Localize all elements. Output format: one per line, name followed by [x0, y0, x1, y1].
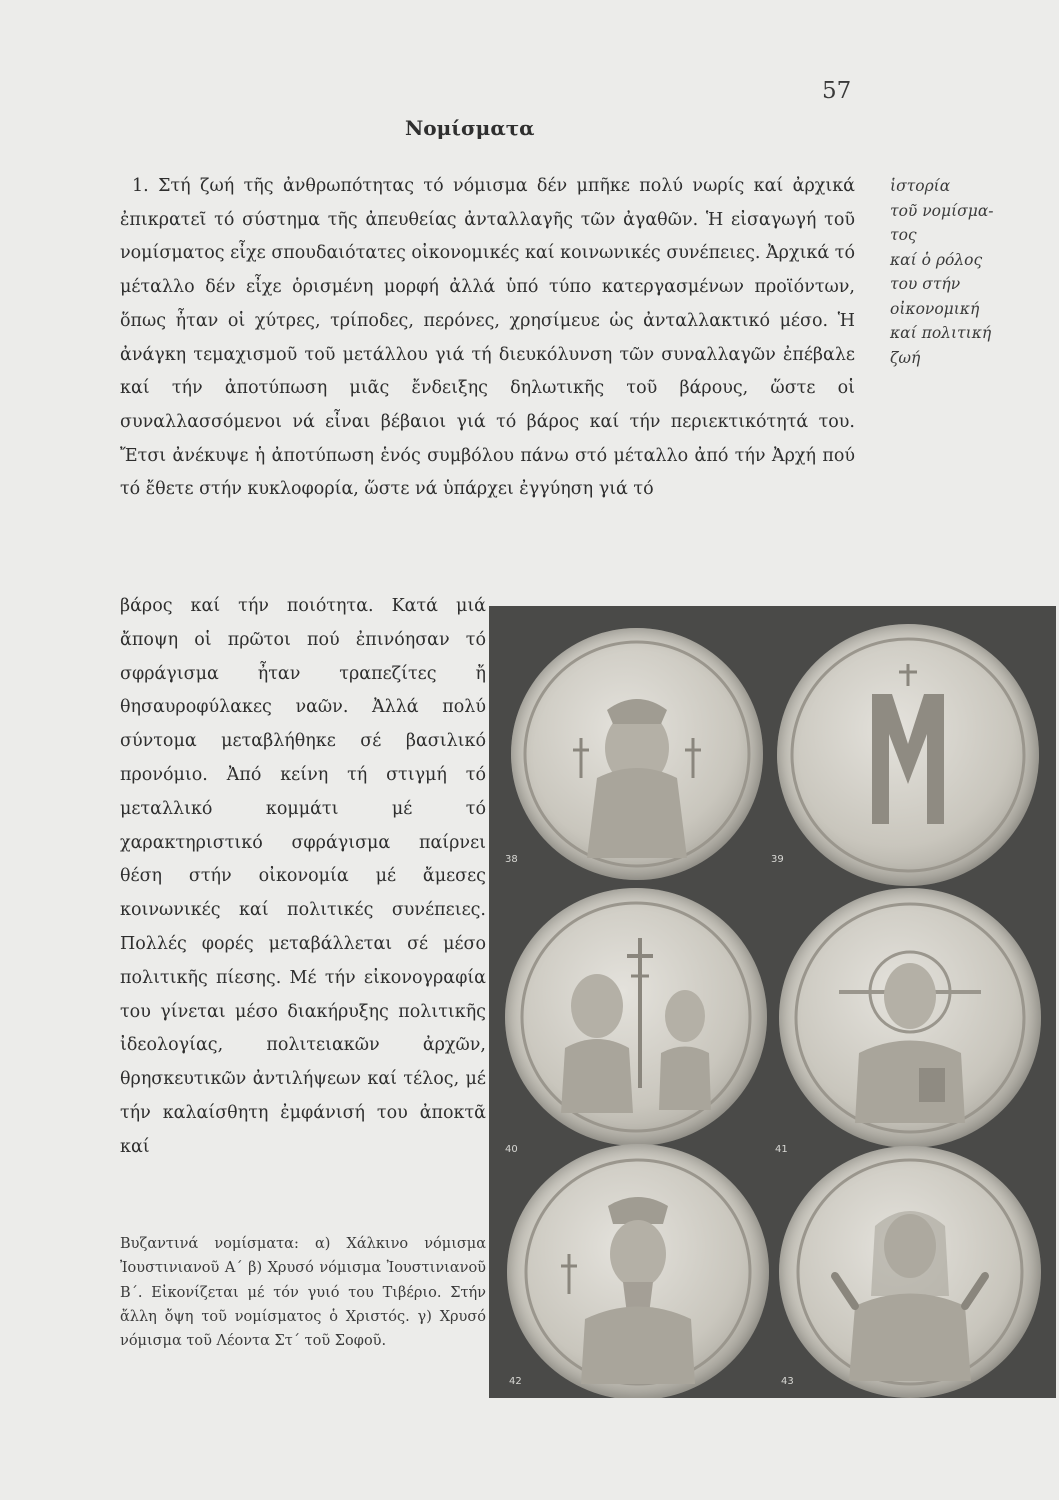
coin-image	[779, 1146, 1041, 1398]
coin-emperor-leo-icon	[507, 1144, 769, 1398]
margin-note-line: ἱστορία	[890, 177, 951, 195]
coin-emperor-bust-icon	[511, 628, 763, 880]
coin-christ-bust-icon	[779, 888, 1041, 1148]
margin-note-line: τοῦ νομίσμα-	[890, 201, 994, 220]
wrap-paragraph: βάρος καί τήν ποιότητα. Κατά μιά ἄποψη οἱ πρῶτοι πού ἐπινόησαν τό σφράγισμα ἦταν τραπεζίτες ἤ θησαυροφύλακες ναῶν. Ἀλλά πολύ σύντομα μεταβλήθηκε σέ βασιλικό προνόμιο. Ἀπό κείνη τή στιγμή τό μεταλλικό κομμάτι μέ τό χαρακτηριστικό σφράγισμα παίρνει θέση στήν οἰκονομία μέ ἄμεσες κοινωνικές καί πολιτικές συνέπειες. Πολλές φορές μεταβάλλεται σέ μέσο πολιτικῆς πίεσης. Μέ τήν εἰκονογραφία του γίνεται μέσο διακήρυξης πολιτικῆς ἰδεολογίας, πολιτειακῶν ἀρχῶν, θρησκευτικῶν ἀντιλήψεων καί τέλος, μέ τήν καλαίσθητη ἐμφάνισή του ἀποκτᾶ καί	[120, 596, 486, 1157]
margin-note-line: οἰκονομική	[890, 299, 980, 318]
margin-note-line: καί πολιτική	[890, 324, 992, 342]
main-paragraph	[120, 170, 855, 507]
coin-number-label: 40	[505, 1144, 518, 1155]
coin-image	[779, 888, 1041, 1148]
coin-image	[507, 1144, 769, 1398]
coin-image	[505, 888, 767, 1146]
coins-photo-plate	[489, 606, 1056, 1398]
main-paragraph-text: 1. Στή ζωή τῆς ἀνθρωπότητας τό νόμισμα δέν μπῆκε πολύ νωρίς καί ἀρχικά ἐπικρατεῖ τό σύστημα τῆς ἀπευθείας ἀνταλλαγῆς τῶν ἀγαθῶν. Ἡ εἰσαγωγή τοῦ νομίσματος εἶχε σπουδαιότατες οἰκονομικές καί κοινωνικές συνέπειες. Ἀρχικά τό μέταλλο δέν εἶχε ὁρισμένη μορφή ἀλλά ὑπό τύπο κατεργασμένων προϊόντων, ὅπως ἦταν οἱ χύτρες, τρίποδες, περόνες, χρησίμευε ὡς ἀνταλλακτικό μέσο. Ἡ ἀνάγκη τεμαχισμοῦ τοῦ μετάλλου γιά τή διευκόλυνση τῶν συναλλαγῶν ἐπέβαλε καί τήν ἀποτύπωση μιᾶς ἔνδειξης δηλωτικῆς τοῦ βάρους, ὥστε οἱ συναλλασσόμενοι νά εἶναι βέβαιοι γιά τό βάρος καί τήν περιεκτικότητά του. Ἔτσι ἀνέκυψε ἡ ἀποτύπωση ἑνός συμβόλου πάνω στό μέταλλο ἀπό τήν Ἀρχή πού τό ἔθετε στήν κυκλοφορία, ὥστε νά ὑπάρχει ἐγγύηση γιά τό	[120, 176, 855, 500]
coin-number-label: 38	[505, 854, 518, 865]
page-number: 57	[822, 78, 852, 104]
margin-note-line: ζωή	[890, 348, 921, 367]
margin-note	[890, 174, 1040, 370]
margin-note-line: τος	[890, 226, 917, 244]
coin-virgin-orans-icon	[779, 1146, 1041, 1398]
coin-image	[511, 628, 763, 880]
figure-caption: Βυζαντινά νομίσματα: α) Χάλκινο νόμισμα Ἰουστινιανοῦ Α΄ β) Χρυσό νόμισμα Ἰουστινιανοῦ Β΄. Εἰκονίζεται μέ τόν γυιό του Τιβέριο. Στήν ἄλλη ὄψη τοῦ νομίσματος ὁ Χριστός. γ) Χρυσό νόμισμα τοῦ Λέοντα Στ΄ τοῦ Σοφοῦ.	[120, 1236, 486, 1350]
margin-note-line: καί ὁ ρόλος	[890, 250, 983, 269]
coin-two-emperors-icon	[505, 888, 767, 1146]
coin-number-label: 42	[509, 1376, 522, 1387]
coin-number-label: 41	[775, 1144, 788, 1155]
coin-image	[777, 624, 1039, 886]
margin-note-line: του στήν	[890, 275, 961, 293]
coin-number-label: 43	[781, 1376, 794, 1387]
coin-number-label: 39	[771, 854, 784, 865]
coin-large-m-icon	[777, 624, 1039, 886]
section-title: Νομίσματα	[405, 116, 535, 140]
